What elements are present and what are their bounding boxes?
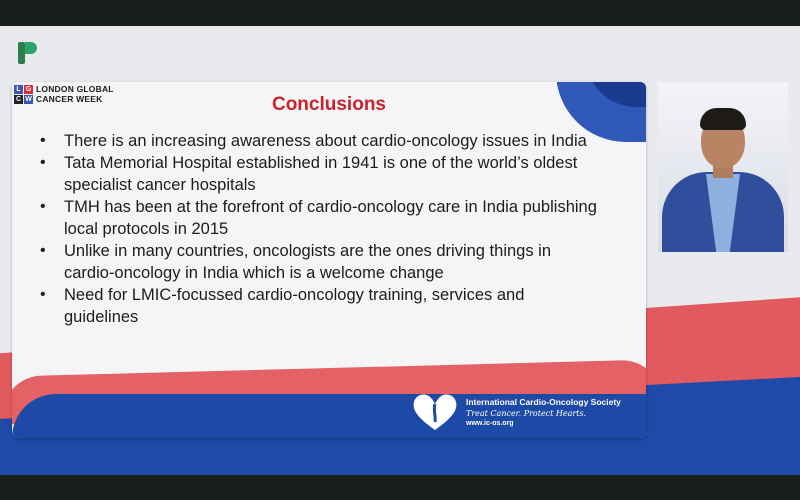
event-logo-line1: LONDON GLOBAL — [36, 84, 114, 94]
event-logo-letter: L — [14, 85, 23, 94]
icos-tagline: Treat Cancer. Protect Hearts. — [466, 409, 587, 418]
speaker-video-tile[interactable] — [658, 82, 788, 252]
slide — [12, 82, 646, 438]
bullet-item: • There is an increasing awareness about cardio-oncology issues in India — [40, 130, 600, 152]
event-logo-line2: CANCER WEEK — [36, 94, 103, 104]
slide-title: Conclusions — [271, 94, 386, 115]
pitch-logo-icon[interactable] — [18, 42, 38, 64]
icos-org-name: International Cardio-Oncology Society — [466, 397, 621, 407]
speaker-hair — [700, 108, 746, 130]
bullet-item: • Unlike in many countries, oncologists are the ones driving things in cardio-oncology in India which is a welcome change — [40, 240, 600, 284]
bullet-item: • Tata Memorial Hospital established in 1941 is one of the world’s oldest specialist cancer hospitals — [40, 152, 600, 196]
bullet-list — [40, 130, 600, 328]
heart-logo-icon — [412, 392, 458, 432]
bullet-item: • Need for LMIC-focussed cardio-oncology training, services and guidelines — [40, 284, 600, 328]
presentation-stage — [0, 26, 800, 475]
icos-footer-logo — [412, 392, 621, 432]
icos-url: www.ic-os.org — [466, 420, 514, 427]
event-logo-letter: W — [25, 95, 32, 103]
bullet-item: • TMH has been at the forefront of cardio-oncology care in India publishing local protocols in 2015 — [40, 196, 600, 240]
event-logo-letter: G — [25, 85, 32, 93]
event-logo-letter: C — [15, 95, 22, 103]
